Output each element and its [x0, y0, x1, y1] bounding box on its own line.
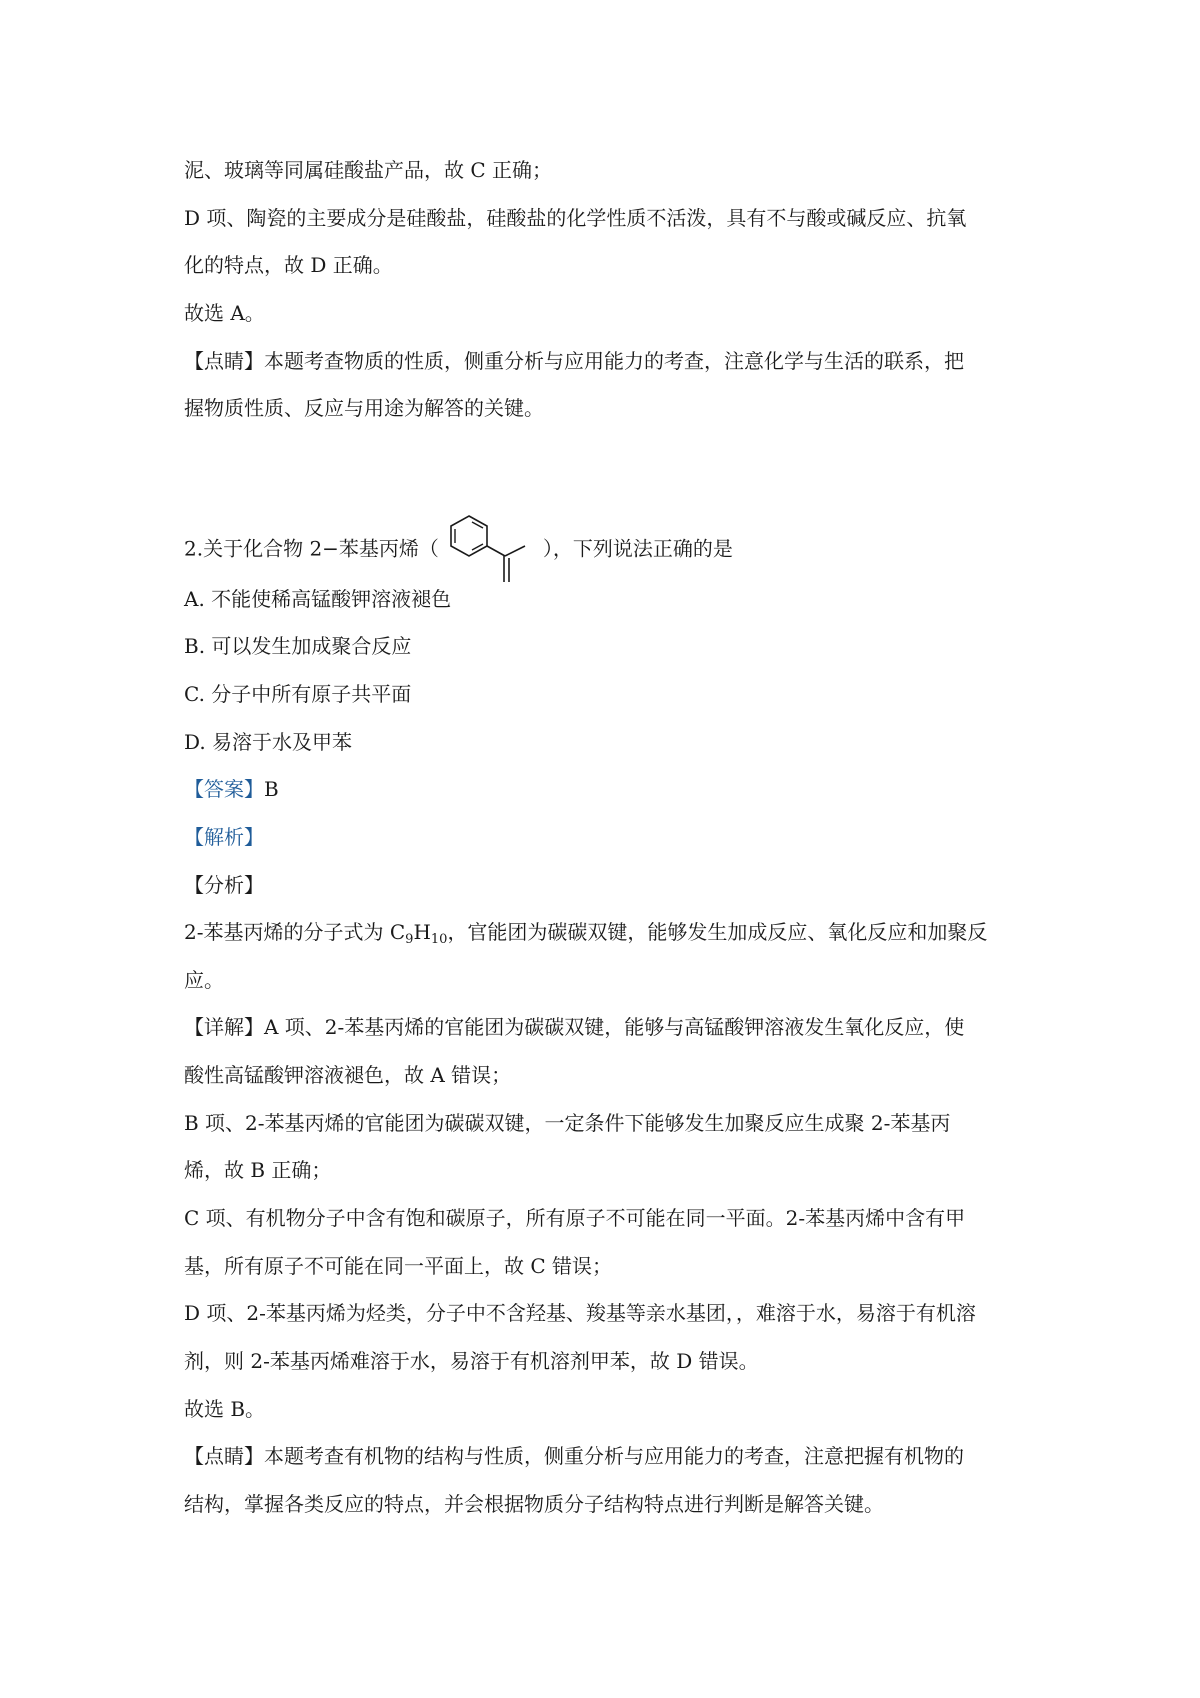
- option-a: A. 不能使稀高锰酸钾溶液褪色: [184, 587, 452, 611]
- fenxi-h: H: [413, 920, 431, 944]
- option-c: C. 分子中所有原子共平面: [184, 682, 412, 706]
- question-stem-before: 2.关于化合物 2−苯基丙烯（: [184, 536, 439, 561]
- detail-line: 基，所有原子不可能在同一平面上，故 C 错误；: [184, 1254, 613, 1278]
- fenxi-label: 【分析】: [184, 873, 264, 897]
- paragraph-line: 故选 A。: [184, 301, 265, 325]
- fenxi-text-after: ，官能团为碳碳双键，能够发生加成反应、氧化反应和加聚反: [447, 920, 988, 944]
- answer-line: [184, 775, 279, 803]
- paragraph-line: 握物质性质、反应与用途为解答的关键。: [184, 396, 544, 420]
- detail-line: D 项、2-苯基丙烯为烃类，分子中不含羟基、羧基等亲水基团，，难溶于水，易溶于有机溶: [184, 1301, 976, 1325]
- fenxi-line: 应。: [184, 968, 224, 992]
- paragraph-line: D 项、陶瓷的主要成分是硅酸盐，硅酸盐的化学性质不活泼，具有不与酸或碱反应、抗氧: [184, 206, 967, 230]
- question-stem-after: ），下列说法正确的是: [542, 536, 733, 561]
- tip-paragraph: 【点睛】本题考查有机物的结构与性质，侧重分析与应用能力的考查，注意把握有机物的: [184, 1444, 964, 1468]
- detail-line: C 项、有机物分子中含有饱和碳原子，所有原子不可能在同一平面。2-苯基丙烯中含有甲: [184, 1206, 966, 1230]
- detail-line: 故选 B。: [184, 1397, 266, 1421]
- answer-value: B: [264, 777, 279, 801]
- paragraph-line: 泥、玻璃等同属硅酸盐产品，故 C 正确；: [184, 158, 553, 182]
- detail-line: 剂，则 2-苯基丙烯难溶于水，易溶于有机溶剂甲苯，故 D 错误。: [184, 1349, 759, 1373]
- answer-label: 【答案】: [184, 777, 264, 801]
- option-b: B. 可以发生加成聚合反应: [184, 634, 412, 658]
- detail-line: B 项、2-苯基丙烯的官能团为碳碳双键，一定条件下能够发生加聚反应生成聚 2-苯基丙: [184, 1111, 951, 1135]
- detail-line: 结构，掌握各类反应的特点，并会根据物质分子结构特点进行判断是解答关键。: [184, 1492, 884, 1516]
- 2-phenylpropene-structure-icon: [441, 512, 541, 588]
- tip-paragraph: 【点睛】本题考查物质的性质，侧重分析与应用能力的考查，注意化学与生活的联系，把: [184, 349, 964, 373]
- analysis-label: 【解析】: [184, 825, 264, 849]
- fenxi-text-before: 2-苯基丙烯的分子式为 C: [184, 920, 406, 944]
- subscript-9: 9: [405, 932, 414, 947]
- detail-line: 烯，故 B 正确；: [184, 1158, 332, 1182]
- subscript-10: 10: [430, 932, 448, 947]
- option-d: D. 易溶于水及甲苯: [184, 730, 353, 754]
- detail-line: 【详解】A 项、2-苯基丙烯的官能团为碳碳双键，能够与高锰酸钾溶液发生氧化反应，使: [184, 1015, 965, 1039]
- question-stem: [184, 512, 733, 588]
- paragraph-line: 化的特点，故 D 正确。: [184, 253, 393, 277]
- fenxi-line: [184, 918, 987, 946]
- detail-line: 酸性高锰酸钾溶液褪色，故 A 错误；: [184, 1063, 512, 1087]
